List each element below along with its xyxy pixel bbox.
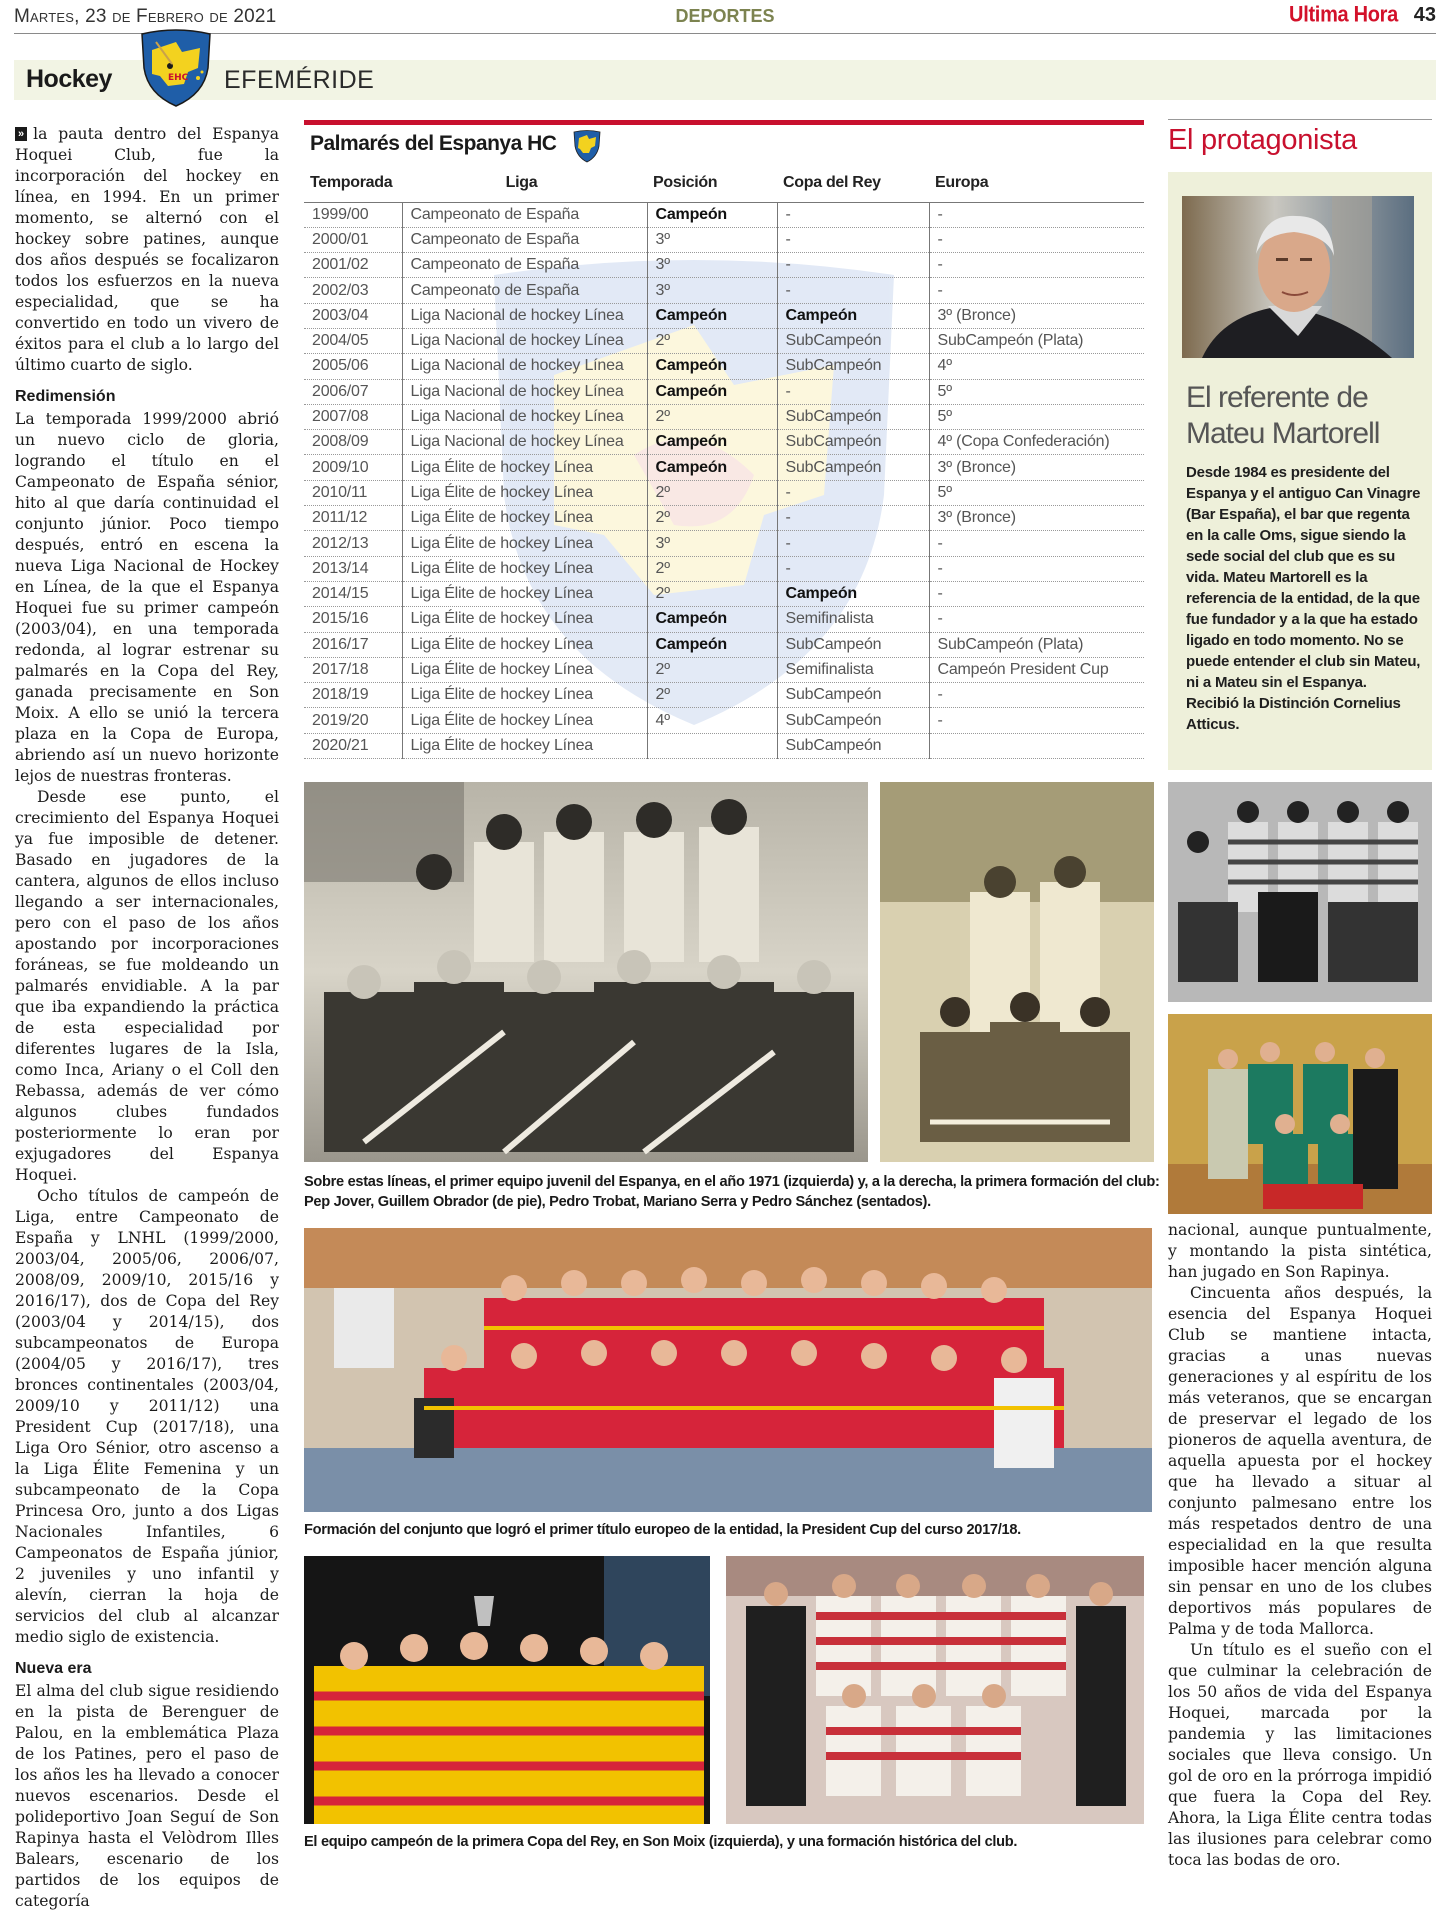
table-row [304,354,1144,379]
cell-europa [929,733,1144,758]
palmares-table-box [304,120,1144,760]
cell-league: Liga Élite de hockey Línea [402,480,647,505]
cell-position: 3º [647,531,777,556]
cell-copa-del-rey: SubCampeón [777,430,929,455]
section-name: DEPORTES [675,6,775,26]
sidebar-title: El referente de Mateu Martorell [1186,381,1380,450]
palmares-table [304,166,1144,759]
cell-copa-del-rey: Semifinalista [777,657,929,682]
cell-position: Campeón [647,607,777,632]
cell-season: 2006/07 [304,379,402,404]
cell-copa-del-rey: - [777,379,929,404]
cell-position: Campeón [647,632,777,657]
article-paragraph: Un título es el sueño con el que culminar la celebración de los 50 años de vida del Espanya Hoquei, marcada por la pandemia y las limitaciones sociales que lleva consigo. Un gol de oro en la prórroga impidió que fuera la Copa del Rey. Ahora, la Liga Élite centra todas las ilusiones para celebrar como toca las bodas de oro. [1168,1641,1432,1869]
cell-europa: 5º [929,404,1144,429]
cell-copa-del-rey: - [777,531,929,556]
caption-copa-rey: El equipo campeón de la primera Copa del Rey, en Son Moix (izquierda), y una formación histórica del club. [304,1834,1018,1850]
cell-season: 2002/03 [304,278,402,303]
page-folio [14,0,1436,34]
table-row [304,253,1144,278]
cell-position: 2º [647,556,777,581]
cell-league: Liga Nacional de hockey Línea [402,379,647,404]
column-header-copa-del-rey: Copa del Rey [777,166,929,202]
cell-season: 2020/21 [304,733,402,758]
photo-copa-rey-champions [304,1556,710,1824]
cell-league: Liga Nacional de hockey Línea [402,354,647,379]
cell-season: 2005/06 [304,354,402,379]
cell-copa-del-rey: - [777,480,929,505]
cell-league: Liga Élite de hockey Línea [402,556,647,581]
cell-position: 2º [647,683,777,708]
cell-copa-del-rey: SubCampeón [777,733,929,758]
portrait-photo [1182,196,1414,358]
cell-europa: SubCampeón (Plata) [929,328,1144,353]
cell-league: Campeonato de España [402,278,647,303]
cell-copa-del-rey: SubCampeón [777,455,929,480]
table-header-row [304,166,1144,202]
cell-europa: - [929,531,1144,556]
cell-europa: 4º [929,354,1144,379]
cell-europa: 5º [929,379,1144,404]
continuation-marker-icon: » [15,127,27,141]
cell-league: Liga Élite de hockey Línea [402,506,647,531]
protagonist-sidebar [1168,172,1432,770]
cell-europa: - [929,581,1144,606]
cell-europa: - [929,278,1144,303]
cell-copa-del-rey: - [777,556,929,581]
cell-league: Campeonato de España [402,227,647,252]
cell-league: Liga Élite de hockey Línea [402,632,647,657]
table-row [304,581,1144,606]
cell-league: Liga Nacional de hockey Línea [402,404,647,429]
photo-youth-team-1971 [304,782,868,1162]
cell-position: Campeón [647,379,777,404]
cell-europa: - [929,227,1144,252]
cell-europa: 5º [929,480,1144,505]
cell-copa-del-rey: Campeón [777,581,929,606]
cell-season: 2011/12 [304,506,402,531]
cell-league: Campeonato de España [402,253,647,278]
cell-season: 2012/13 [304,531,402,556]
table-row [304,683,1144,708]
cell-copa-del-rey: - [777,278,929,303]
cell-position: 2º [647,657,777,682]
cell-league: Campeonato de España [402,202,647,227]
article-left-column [15,124,279,1912]
table-row [304,379,1144,404]
cell-europa: - [929,253,1144,278]
caption-president-cup: Formación del conjunto que logró el primer título europeo de la entidad, la President Cup del curso 2017/18. [304,1522,1021,1538]
table-row [304,455,1144,480]
table-row [304,708,1144,733]
cell-league: Liga Élite de hockey Línea [402,531,647,556]
cell-position: Campeón [647,202,777,227]
column-header-temporada: Temporada [304,166,402,202]
cell-season: 2015/16 [304,607,402,632]
cell-europa: - [929,708,1144,733]
table-row [304,531,1144,556]
page-number: 43 [1413,4,1436,26]
cell-position: Campeón [647,303,777,328]
cell-position: 2º [647,581,777,606]
cell-europa: - [929,556,1144,581]
cell-season: 2009/10 [304,455,402,480]
cell-europa: SubCampeón (Plata) [929,632,1144,657]
cell-season: 2016/17 [304,632,402,657]
cell-copa-del-rey: Campeón [777,303,929,328]
cell-league: Liga Nacional de hockey Línea [402,328,647,353]
cell-league: Liga Élite de hockey Línea [402,581,647,606]
cell-europa: 4º (Copa Confederación) [929,430,1144,455]
cell-season: 2017/18 [304,657,402,682]
cell-season: 2008/09 [304,430,402,455]
cell-copa-del-rey: SubCampeón [777,632,929,657]
photo-historic-formation [726,1556,1144,1824]
cell-position: 4º [647,708,777,733]
cell-season: 2003/04 [304,303,402,328]
cell-position: 3º [647,278,777,303]
svg-text:EHC: EHC [168,73,189,83]
table-row [304,556,1144,581]
article-paragraph: El alma del club sigue residiendo en la pista de Berenguer de Palou, en la emblemática Plaza de los Patines, pero el paso de los años les ha llevado a conocer nuevos escenarios. Desde el polideportivo Joan Seguí de Son Rapinya hasta el Velòdrom Illes Balears, escenario de los partidos de los equipos de categoría [15,1682,279,1910]
cell-season: 2000/01 [304,227,402,252]
cell-europa: 3º (Bronce) [929,303,1144,328]
cell-position: 2º [647,404,777,429]
article-paragraph [15,124,279,376]
article-paragraph: nacional, aunque puntualmente, y montando la pista sintética, han jugado en Son Rapinya. [1168,1221,1432,1281]
article-paragraph: Ocho títulos de campeón de Liga, entre Campeonato de España y LNHL (1999/2000, 2003/04, 2005/06, 2006/07, 2008/09, 2009/10, 2015/16 y 2016/17), dos de Copa del Rey (2003/04 y 2014/15), dos subcampeonatos de Europa (2004/05 y 2016/17), tres bronces continentales (2003/04, 2009/10 y 2011/12) una President Cup (2017/18), una Liga Oro Sénior, otro ascenso a la Liga Élite Femenina y un subcampeonato de la Copa Princesa Oro, junto a dos Ligas Nacionales Infantiles, 6 Campeonatos de España júnior, 2 juveniles y uno infantil y alevín, cierran la hoja de servicios del club al alcanzar medio siglo de existencia. [15,1187,279,1646]
section-kicker: Hockey [26,65,112,93]
cell-europa: Campeón President Cup [929,657,1144,682]
table-row [304,202,1144,227]
cell-position: Campeón [647,354,777,379]
cell-league: Liga Élite de hockey Línea [402,607,647,632]
table-title: Palmarés del Espanya HC [310,132,557,155]
cell-league: Liga Élite de hockey Línea [402,733,647,758]
cell-league: Liga Élite de hockey Línea [402,683,647,708]
cell-europa: - [929,202,1144,227]
subheading-nueva-era: Nueva era [15,1660,92,1677]
table-row [304,506,1144,531]
cell-position: Campeón [647,430,777,455]
subheading-redimension: Redimensión [15,388,116,405]
table-row [304,404,1144,429]
cell-copa-del-rey: - [777,202,929,227]
column-header-liga: Liga [402,166,647,202]
cell-season: 2004/05 [304,328,402,353]
table-row [304,430,1144,455]
cell-europa: - [929,683,1144,708]
cell-season: 2010/11 [304,480,402,505]
table-row [304,278,1144,303]
cell-copa-del-rey: SubCampeón [777,404,929,429]
cell-position: Campeón [647,455,777,480]
caption-first-team: Sobre estas líneas, el primer equipo juvenil del Espanya, en el año 1971 (izquierda) y, a la derecha, la primera formación del club: Pep Jover, Guillem Obrador (de pie), Pedro Trobat, Mariano Serra y Pedro Sánchez (sentados). [304,1174,1160,1210]
table-row [304,657,1144,682]
cell-season: 1999/00 [304,202,402,227]
photo-first-formation [880,782,1154,1162]
photo-president-cup-team [304,1228,1152,1512]
table-row [304,632,1144,657]
table-row [304,733,1144,758]
article-paragraph: Desde ese punto, el crecimiento del Espanya Hoquei ya fue imposible de detener. Basado en jugadores de la cantera, algunos de ellos incluso llegando a ser internacionales, pero con el paso de los años apostando por incorporaciones foráneas, se fue moldeando un palmarés envidiable. A la par que iba expandiendo la práctica de esta especialidad por diferentes lugares de la Isla, como Inca, Ariany o el Coll den Rebassa, además de ver cómo algunos clubes fundados posteriormente lo eran por exjugadores del Espanya Hoquei. [15,788,279,1184]
cell-copa-del-rey: SubCampeón [777,683,929,708]
cell-season: 2019/20 [304,708,402,733]
column-header-posicion: Posición [647,166,777,202]
cell-copa-del-rey: SubCampeón [777,328,929,353]
cell-copa-del-rey: SubCampeón [777,354,929,379]
cell-league: Liga Élite de hockey Línea [402,455,647,480]
sidebar-text: Desde 1984 es presidente del Espanya y el antiguo Can Vinagre (Bar España), el bar que regenta en la calle Oms, sigue siendo la sede social del club que es su vida. Mateu Martorell es la referencia de la entidad, de la que fue fundador y a la que ha estado ligado en todo momento. No se puede entender el club sin Mateu, ni a Mateu sin el Espanya. Recibió la Distinción Cornelius Atticus. [1186,464,1421,733]
cell-position: 3º [647,227,777,252]
cell-league: Liga Nacional de hockey Línea [402,303,647,328]
paragraph-text: la pauta dentro del Espanya Hoquei Club, fue la incorporación del hockey en línea, en 1994. En un primer momento, se alternó con el hockey sobre patines, aunque dos años después se focalizaron todos los esfuerzos en la nueva especialidad, que se ha convertido en todo un vivero de éxitos para el club a lo largo del último cuarto de siglo. [15,125,279,374]
table-row [304,227,1144,252]
table-row [304,328,1144,353]
cell-league: Liga Élite de hockey Línea [402,708,647,733]
cell-europa: 3º (Bronce) [929,455,1144,480]
section-band [14,60,1436,100]
cell-season: 2014/15 [304,581,402,606]
cell-europa: 3º (Bronce) [929,506,1144,531]
cell-position [647,733,777,758]
cell-copa-del-rey: - [777,253,929,278]
section-tag: EFEMÉRIDE [224,66,375,94]
cell-position: 3º [647,253,777,278]
table-row [304,607,1144,632]
table-top-rule [304,120,1144,125]
table-row [304,480,1144,505]
cell-position: 2º [647,328,777,353]
club-crest-icon [138,28,214,108]
cell-copa-del-rey: Semifinalista [777,607,929,632]
cell-season: 2013/14 [304,556,402,581]
cell-europa: - [929,607,1144,632]
article-paragraph: Cincuenta años después, la esencia del Espanya Hoquei Club se mantiene intacta, gracias a unas nuevas generaciones y al espíritu de los más veteranos, que se encargan de preservar el legado de los pioneros de aquella aventura, de aquella apuesta por el hockey que ha llevado a situar al conjunto palmesano entre los más respetados dentro de una especialidad en la que resulta imposible hacer mención alguna sin pensar en uno de los clubes deportivos más populares de Palma y de toda Mallorca. [1168,1284,1432,1638]
sidebar-top-rule [1168,119,1432,120]
cell-copa-del-rey: - [777,227,929,252]
cell-season: 2018/19 [304,683,402,708]
photo-green-team [1168,1014,1432,1214]
table-row [304,303,1144,328]
newspaper-brand: Ultima Hora [1289,2,1398,28]
cell-league: Liga Nacional de hockey Línea [402,430,647,455]
cell-season: 2001/02 [304,253,402,278]
column-header-europa: Europa [929,166,1144,202]
cell-league: Liga Élite de hockey Línea [402,657,647,682]
cell-position: 2º [647,506,777,531]
cell-season: 2007/08 [304,404,402,429]
cell-copa-del-rey: - [777,506,929,531]
cell-position: 2º [647,480,777,505]
article-right-column [1168,1220,1432,1871]
photo-historic-striped-team [1168,782,1432,1002]
club-crest-small-icon [572,129,602,163]
cell-copa-del-rey: SubCampeón [777,708,929,733]
issue-date: Martes, 23 de Febrero de 2021 [14,6,277,27]
article-paragraph: La temporada 1999/2000 abrió un nuevo ciclo de gloria, logrando el título en el Campeonato de España sénior, hito al que daría continuidad el conjunto júnior. Poco tiempo después, entró en escena la nueva Liga Nacional de Hockey en Línea, de la que el Espanya Hoquei fue su primer campeón (2003/04), en una temporada redonda, al lograr estrenar su palmarés en la Copa del Rey, ganada precisamente en Son Moix. A ello se unió la tercera plaza en la Copa de Europa, abriendo así un nuevo horizonte lejos de nuestras fronteras. [15,410,279,785]
sidebar-heading: El protagonista [1168,124,1357,156]
